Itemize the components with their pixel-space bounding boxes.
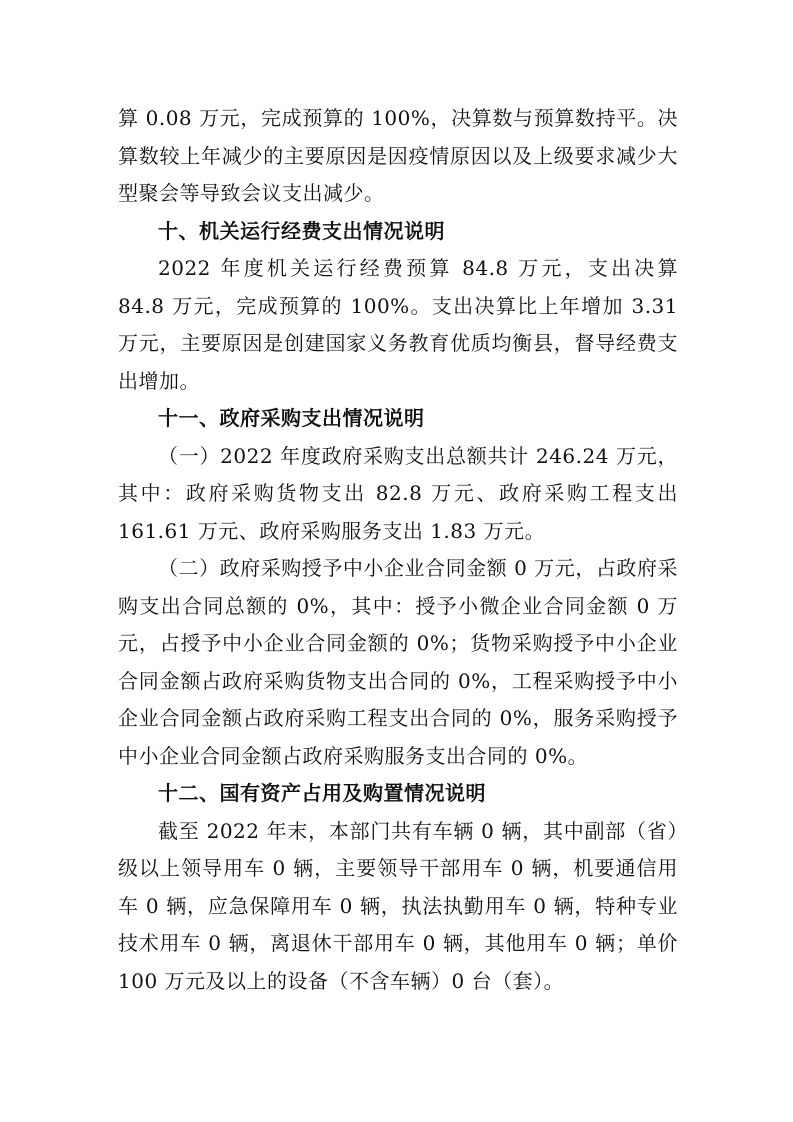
paragraph-procurement-sme: （二）政府采购授予中小企业合同金额 0 万元，占政府采购支出合同总额的 0%，其中：授予小微企业合同金额 0 万元，占授予中小企业合同金额的 0%；货物采购授予中小企业合同金额占政府采购货物支出合同的 0%，工程采购授予中小企业合同金额占政府采购工程支出合同的 0%，服务采购授予中小企业合同金额占政府采购服务支出合同的 0%。 xyxy=(118,556,678,768)
document-page xyxy=(118,100,685,1000)
heading-section-11: 十一、政府采购支出情况说明 xyxy=(158,406,425,430)
paragraph-procurement-total: （一）2022 年度政府采购支出总额共计 246.24 万元，其中：政府采购货物支出 82.8 万元、政府采购工程支出 161.61 万元、政府采购服务支出 1.83 万元。 xyxy=(118,443,685,543)
heading-section-12: 十二、国有资产占用及购置情况说明 xyxy=(158,781,486,805)
paragraph-operating-expense: 2022 年度机关运行经费预算 84.8 万元，支出决算 84.8 万元，完成预算的 100%。支出决算比上年增加 3.31 万元，主要原因是创建国家义务教育优质均衡县，督导经费支出增加。 xyxy=(118,256,685,393)
paragraph-meeting-expense: 算 0.08 万元，完成预算的 100%，决算数与预算数持平。决算数较上年减少的主要原因是因疫情原因以及上级要求减少大型聚会等导致会议支出减少。 xyxy=(118,106,678,205)
paragraph-state-assets: 截至 2022 年末，本部门共有车辆 0 辆，其中副部（省）级以上领导用车 0 辆，主要领导干部用车 0 辆，机要通信用车 0 辆，应急保障用车 0 辆，执法执勤用车 0 辆，特种专业技术用车 0 辆，离退休干部用车 0 辆，其他用车 0 辆；单价 100 万元及以上的设备（不含车辆）0 台（套）。 xyxy=(118,818,685,993)
heading-section-10: 十、机关运行经费支出情况说明 xyxy=(158,218,445,243)
